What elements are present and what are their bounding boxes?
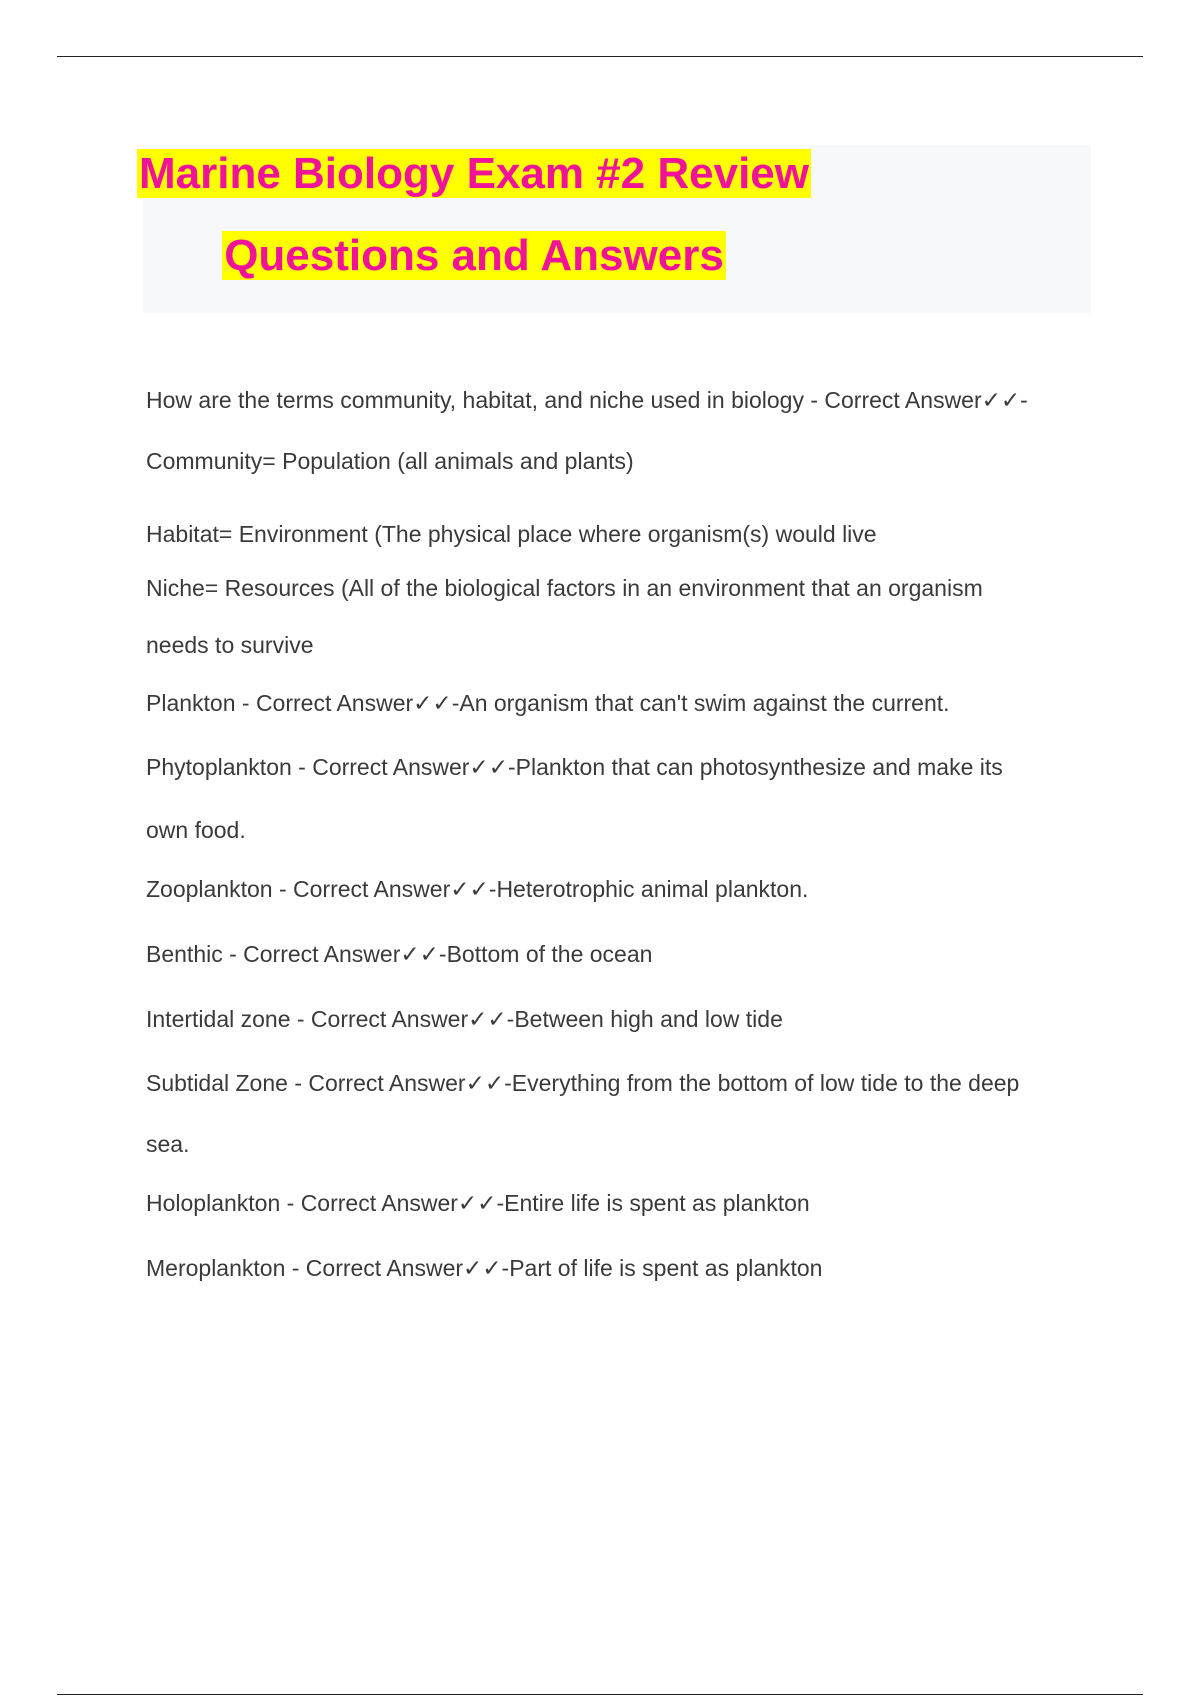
top-divider <box>57 56 1143 57</box>
qa-line-habitat: Habitat= Environment (The physical place where organism(s) would live <box>146 521 877 547</box>
qa-line-zooplankton: Zooplankton - Correct Answer✓✓-Heterotrophic animal plankton. <box>146 876 809 902</box>
qa-line-community: Community= Population (all animals and plants) <box>146 448 634 474</box>
document-title-text-1: Marine Biology Exam #2 Review <box>138 149 810 198</box>
qa-line-subtidal: Subtidal Zone - Correct Answer✓✓-Everything from the bottom of low tide to the deep <box>146 1070 1020 1096</box>
qa-line-holoplankton: Holoplankton - Correct Answer✓✓-Entire life is spent as plankton <box>146 1190 810 1216</box>
qa-line-benthic: Benthic - Correct Answer✓✓-Bottom of the ocean <box>146 941 653 967</box>
qa-line-community-question: How are the terms community, habitat, and niche used in biology - Correct Answer✓✓- <box>146 387 1028 413</box>
document-title-line-1 <box>0 146 948 202</box>
qa-line-meroplankton: Meroplankton - Correct Answer✓✓-Part of life is spent as plankton <box>146 1255 823 1281</box>
document-title-text-2: Questions and Answers <box>224 231 724 280</box>
document-title-line-2 <box>0 228 948 284</box>
qa-line-niche-cont: needs to survive <box>146 632 314 658</box>
qa-line-phytoplankton: Phytoplankton - Correct Answer✓✓-Plankton that can photosynthesize and make its <box>146 754 1003 780</box>
qa-line-phytoplankton-cont: own food. <box>146 817 246 843</box>
qa-line-intertidal: Intertidal zone - Correct Answer✓✓-Between high and low tide <box>146 1006 783 1032</box>
qa-line-niche: Niche= Resources (All of the biological factors in an environment that an organism <box>146 575 983 601</box>
bottom-divider <box>57 1694 1143 1695</box>
qa-line-subtidal-cont: sea. <box>146 1131 190 1157</box>
qa-line-plankton: Plankton - Correct Answer✓✓-An organism that can't swim against the current. <box>146 690 950 716</box>
